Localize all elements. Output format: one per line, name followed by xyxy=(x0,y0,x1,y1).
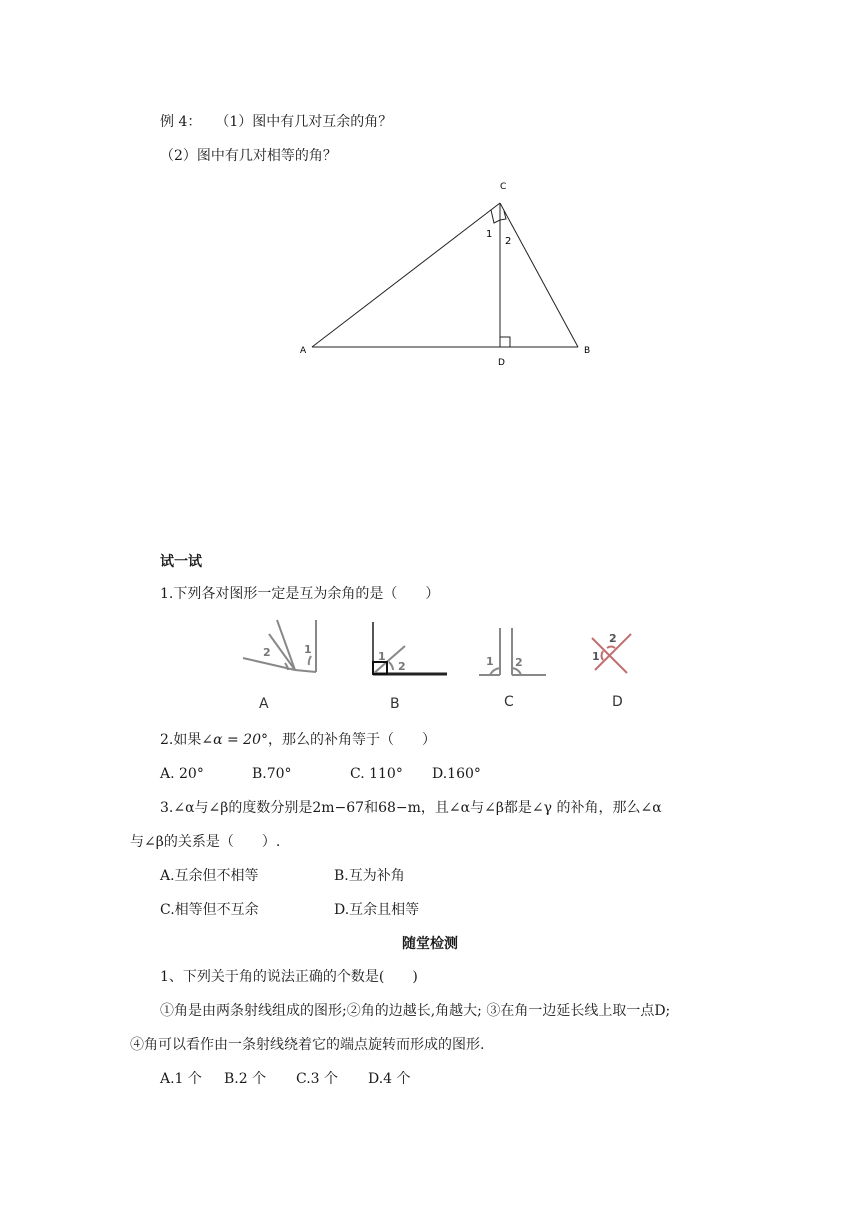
option-c-angle-1: 1 xyxy=(486,655,494,668)
option-b-angle-1: 1 xyxy=(378,650,386,663)
option-c-label: C xyxy=(504,694,514,710)
label-angle-2: 2 xyxy=(505,236,512,247)
option-d-angle-1: 1 xyxy=(592,650,600,663)
option-a-angle-2: 2 xyxy=(263,646,271,659)
right-angle-mark-d xyxy=(500,337,510,347)
check-q1-text: 1、下列关于角的说法正确的个数是( ) xyxy=(160,969,418,985)
try-q3-option-a: A.互余但不相等 xyxy=(160,868,259,884)
check-section-heading: 随堂检测 xyxy=(402,936,458,952)
try-q1-text: 1.下列各对图形一定是互为余角的是（ ） xyxy=(160,586,440,602)
side-ac xyxy=(312,203,500,347)
try-q2-option-a: A. 20° xyxy=(160,766,204,782)
try-q3-option-c: C.相等但不互余 xyxy=(160,902,259,918)
try-q3-option-b: B.互为补角 xyxy=(334,868,405,884)
try-q2-text xyxy=(160,730,436,750)
try-q1-figures xyxy=(235,618,665,718)
try-q3-line1: 3.∠α与∠β的度数分别是2m−67和68−m，且∠α与∠β都是∠γ 的补角，那么∠α xyxy=(160,800,662,816)
option-b-angle-2: 2 xyxy=(398,660,406,673)
example4-q1-text: （1）图中有几对互余的角？ xyxy=(215,114,393,130)
option-d-angle-2: 2 xyxy=(609,632,617,645)
label-b: B xyxy=(584,346,591,356)
label-angle-1: 1 xyxy=(486,229,493,240)
right-angle-mark-c xyxy=(491,210,500,223)
option-b-figure xyxy=(373,622,447,674)
try-section-heading: 试一试 xyxy=(160,554,202,570)
option-a-angle-1: 1 xyxy=(304,643,312,656)
check-q1-option-b: B.2 个 xyxy=(224,1071,267,1087)
try-q3-line2: 与∠β的关系是（ ）. xyxy=(130,834,281,850)
triangle-figure xyxy=(290,175,600,375)
check-q1-line1: ①角是由两条射线组成的图形;②角的边越长,角越大; ③在角一边延长线上取一点D; xyxy=(160,1003,671,1019)
check-q1-option-c: C.3 个 xyxy=(296,1071,339,1087)
try-q2-suffix: ，那么的补角等于（ ） xyxy=(268,732,436,748)
label-a: A xyxy=(300,346,307,356)
check-q1-option-a: A.1 个 xyxy=(160,1071,202,1087)
example4-question2: （2）图中有几对相等的角？ xyxy=(160,148,337,164)
check-q1-option-d: D.4 个 xyxy=(368,1071,411,1087)
option-d-label: D xyxy=(612,694,623,710)
try-q3-option-d: D.互余且相等 xyxy=(334,902,420,918)
check-q1-line2: ④角可以看作由一条射线绕着它的端点旋转而形成的图形. xyxy=(130,1037,485,1053)
side-cb xyxy=(500,203,578,347)
try-q2-option-d: D.160° xyxy=(432,766,481,782)
label-c: C xyxy=(500,182,507,192)
try-q2-option-c: C. 110° xyxy=(350,766,403,782)
try-q2-math: ∠α = 20° xyxy=(201,732,268,748)
example4-question1 xyxy=(160,112,392,132)
option-c-angle-2: 2 xyxy=(515,656,523,669)
try-q2-prefix: 2.如果 xyxy=(160,732,202,748)
example4-label: 例 4： xyxy=(160,114,202,130)
option-a-label: A xyxy=(259,696,269,712)
option-b-label: B xyxy=(390,696,400,712)
label-d: D xyxy=(498,358,505,368)
try-q2-option-b: B.70° xyxy=(252,766,292,782)
